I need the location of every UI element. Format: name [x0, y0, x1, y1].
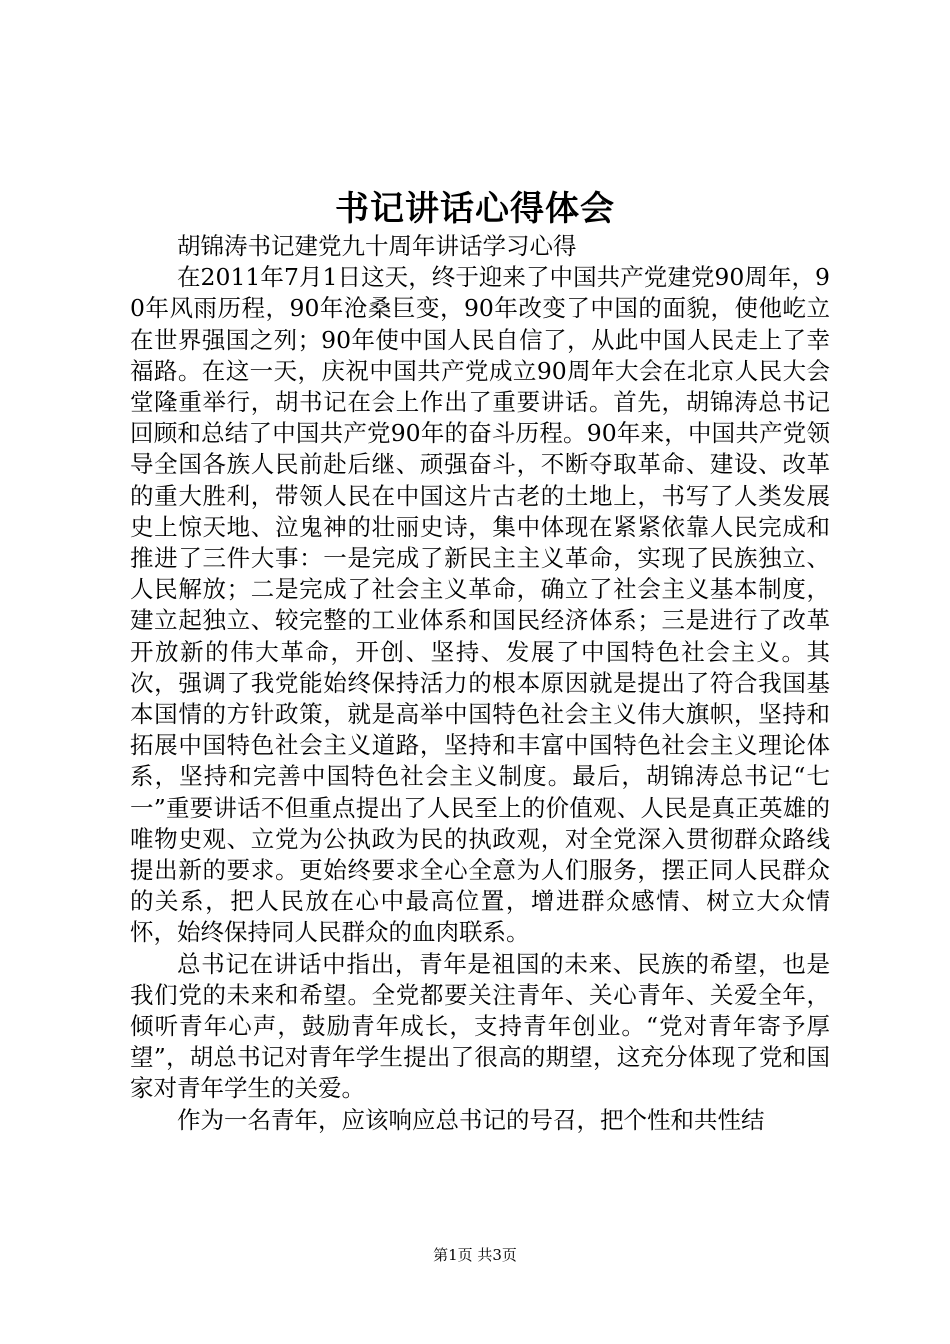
body-paragraph: 总书记在讲话中指出，青年是祖国的未来、民族的希望，也是我们党的未来和希望。全党都要关注青年、关心青年、关爱全年，倾听青年心声，鼓励青年成长，支持青年创业。“党对青年寄予厚望”，胡总书记对青年学生提出了很高的期望，这充分体现了党和国家对青年学生的关爱。 [130, 949, 830, 1103]
subtitle-paragraph: 胡锦涛书记建党九十周年讲话学习心得 [177, 232, 577, 260]
body-paragraph: 作为一名青年，应该响应总书记的号召，把个性和共性结 [177, 1105, 765, 1134]
document-title: 书记讲话心得体会 [335, 189, 615, 229]
body-paragraph: 在2011年7月1日这天，终于迎来了中国共产党建党90周年，90年风雨历程，90年沧桑巨变，90年改变了中国的面貌，使他屹立在世界强国之列；90年使中国人民自信了，从此中国人民走上了幸福路。在这一天，庆祝中国共产党成立90周年大会在北京人民大会堂隆重举行，胡书记在会上作出了重要讲话。首先，胡锦涛总书记回顾和总结了中国共产党90年的奋斗历程。90年来，中国共产党领导全国各族人民前赴后继、顽强奋斗，不断夺取革命、建设、改革的重大胜利，带领人民在中国这片古老的土地上，书写了人类发展史上惊天地、泣鬼神的壮丽史诗，集中体现在紧紧依靠人民完成和推进了三件大事：一是完成了新民主主义革命，实现了民族独立、人民解放；二是完成了社会主义革命，确立了社会主义基本制度，建立起独立、较完整的工业体系和国民经济体系；三是进行了改革开放新的伟大革命，开创、坚持、发展了中国特色社会主义。其次，强调了我党能始终保持活力的根本原因就是提出了符合我国基本国情的方针政策，就是高举中国特色社会主义伟大旗帜，坚持和拓展中国特色社会主义道路，坚持和丰富中国特色社会主义理论体系，坚持和完善中国特色社会主义制度。最后，胡锦涛总书记“七一”重要讲话不但重点提出了人民至上的价值观、人民是真正英雄的唯物史观、立党为公执政为民的执政观，对全党深入贯彻群众路线提出新的要求。更始终要求全心全意为人们服务，摆正同人民群众的关系，把人民放在心中最高位置，增进群众感情、树立大众情怀，始终保持同人民群众的血肉联系。 [130, 263, 830, 947]
document-body [130, 231, 830, 1136]
page-footer: 第1页 共3页 [433, 1246, 517, 1264]
